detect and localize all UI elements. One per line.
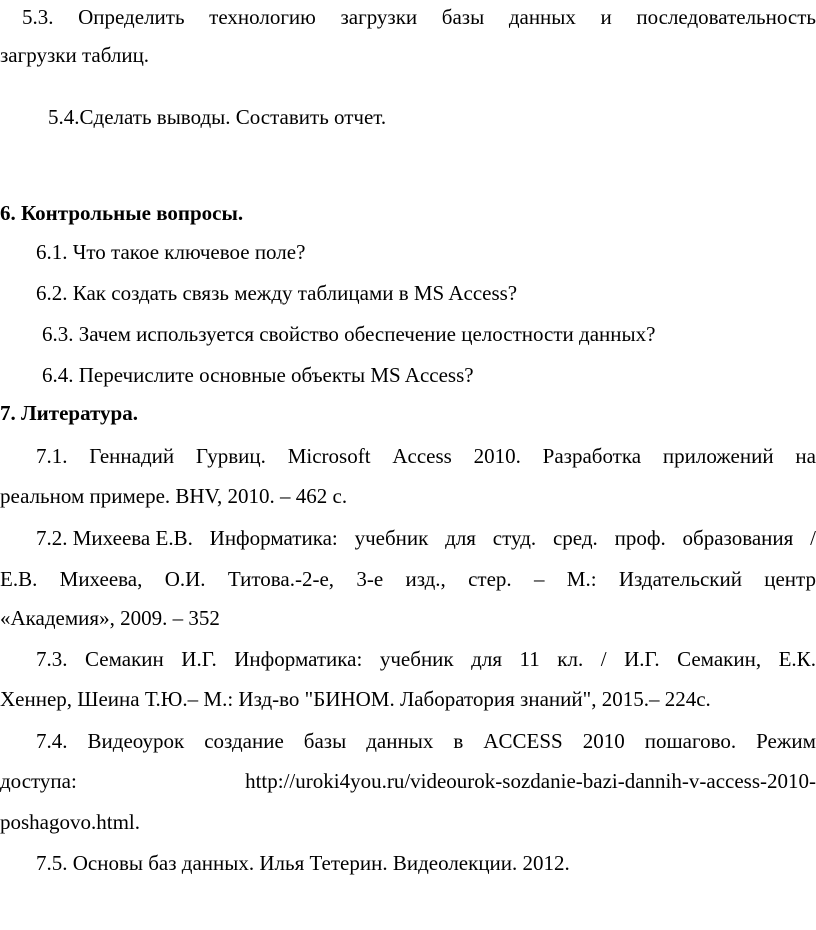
ref-7-4-line3: poshagovo.html. <box>0 810 140 834</box>
word: Титова.-2-е, <box>227 567 335 591</box>
word: Информатика: <box>209 526 338 550</box>
word: 5.3. <box>22 5 54 29</box>
ref-7-4-line1 <box>36 728 816 754</box>
word: Видеоурок <box>87 729 185 753</box>
word: доступа: <box>0 769 77 793</box>
word: кл. <box>557 647 584 671</box>
word: технологию <box>209 5 316 29</box>
word: 7.4. <box>36 729 68 753</box>
question-6-4: 6.4. Перечислите основные объекты MS Access? <box>42 363 474 387</box>
section-6-heading: 6. Контрольные вопросы. <box>0 201 244 225</box>
ref-7-3-line1 <box>36 646 816 672</box>
word: О.И. <box>164 567 206 591</box>
word: студ. <box>492 526 537 550</box>
word: на <box>795 444 816 468</box>
word: базы <box>441 5 485 29</box>
word: и <box>600 5 612 29</box>
question-6-3: 6.3. Зачем используется свойство обеспечение целостности данных? <box>42 322 656 346</box>
word: Режим <box>756 729 816 753</box>
section-7-heading: 7. Литература. <box>0 401 138 425</box>
word: последовательность <box>636 5 816 29</box>
word: создание <box>204 729 284 753</box>
word: 2010 <box>582 729 625 753</box>
word: образования <box>682 526 794 550</box>
word: загрузки <box>340 5 418 29</box>
word: данных <box>508 5 576 29</box>
word: Издательский <box>618 567 742 591</box>
item-5-4: 5.4.Сделать выводы. Составить отчет. <box>48 105 387 129</box>
word: для <box>471 647 502 671</box>
word: 7.3. <box>36 647 68 671</box>
word: И.Г. <box>624 647 660 671</box>
word: – <box>533 567 545 591</box>
word: Семакин, <box>677 647 762 671</box>
word: ACCESS <box>483 729 563 753</box>
ref-7-3-line2: Хеннер, Шеина Т.Ю.– М.: Изд-во "БИНОМ. Лаборатория знаний", 2015.– 224с. <box>0 687 711 711</box>
word: данных <box>366 729 434 753</box>
word: Семакин <box>85 647 164 671</box>
word: для <box>445 526 476 550</box>
ref-7-2-line2 <box>0 566 816 592</box>
word: Информатика: <box>234 647 363 671</box>
word: / <box>810 526 816 550</box>
word: пошагово. <box>644 729 737 753</box>
word: проф. <box>614 526 666 550</box>
word: 3-е <box>356 567 384 591</box>
word: Определить <box>78 5 185 29</box>
word: Разработка <box>542 444 642 468</box>
word: / <box>600 647 607 671</box>
word: Гурвиц. <box>195 444 266 468</box>
item-5-3-line1 <box>22 4 816 30</box>
word: базы <box>303 729 347 753</box>
ref-7-2-line1 <box>36 525 816 551</box>
ref-7-1-line1 <box>36 443 816 469</box>
word: учебник <box>354 526 429 550</box>
ref-7-4-line2 <box>0 768 816 794</box>
word: 7.1. <box>36 444 68 468</box>
word: Е.К. <box>778 647 816 671</box>
word: учебник <box>379 647 454 671</box>
word: М.: <box>566 567 597 591</box>
word: Access <box>392 444 452 468</box>
word: Геннадий <box>89 444 175 468</box>
word: в <box>453 729 464 753</box>
question-6-2: 6.2. Как создать связь между таблицами в MS Access? <box>36 281 518 305</box>
word: http://uroki4you.ru/videourok-sozdanie-bazi-dannih-v-access-2010- <box>245 769 816 793</box>
word: Михеева, <box>59 567 143 591</box>
word: приложений <box>662 444 774 468</box>
word: центр <box>764 567 816 591</box>
ref-7-1-line2: реальном примере. BHV, 2010. – 462 с. <box>0 484 348 508</box>
item-5-3-line2: загрузки таблиц. <box>0 43 150 67</box>
word: И.Г. <box>181 647 217 671</box>
word: изд., <box>405 567 446 591</box>
word: Е.В. <box>0 567 38 591</box>
word: Microsoft <box>287 444 371 468</box>
ref-7-5: 7.5. Основы баз данных. Илья Тетерин. Видеолекции. 2012. <box>36 851 570 875</box>
question-6-1: 6.1. Что такое ключевое поле? <box>36 240 306 264</box>
word: сред. <box>552 526 598 550</box>
word: стер. <box>468 567 512 591</box>
word: 11 <box>519 647 540 671</box>
ref-7-2-line3: «Академия», 2009. – 352 <box>0 606 220 630</box>
word: 2010. <box>473 444 521 468</box>
word: 7.2. Михеева Е.В. <box>36 526 193 550</box>
